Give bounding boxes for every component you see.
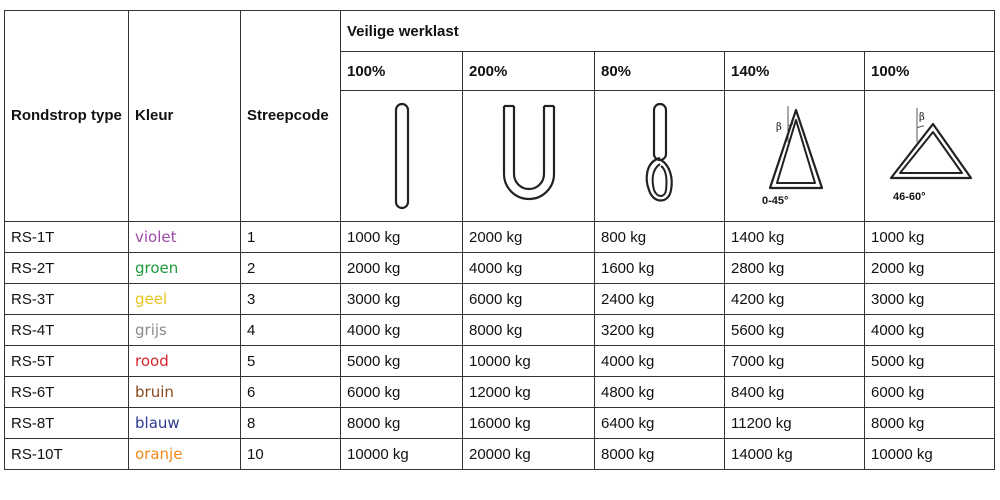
load-cell: 8000 kg <box>463 315 595 346</box>
load-cell: 8400 kg <box>725 377 865 408</box>
load-cell: 4000 kg <box>595 346 725 377</box>
load-cell: 5000 kg <box>341 346 463 377</box>
load-cell: 2400 kg <box>595 284 725 315</box>
color-header: Kleur <box>129 11 241 222</box>
load-cell: 800 kg <box>595 222 725 253</box>
barcode-cell: 6 <box>241 377 341 408</box>
load-cell: 4200 kg <box>725 284 865 315</box>
load-cell: 2000 kg <box>341 253 463 284</box>
barcode-cell: 10 <box>241 439 341 470</box>
table-row <box>5 377 995 408</box>
color-cell: violet <box>129 222 241 253</box>
load-cell: 11200 kg <box>725 408 865 439</box>
load-cell: 1000 kg <box>341 222 463 253</box>
barcode-cell: 8 <box>241 408 341 439</box>
load-cell: 7000 kg <box>725 346 865 377</box>
u-basket-sling-icon <box>494 100 564 212</box>
table-row <box>5 346 995 377</box>
basket-angle-0-45-icon <box>740 100 850 212</box>
load-cell: 14000 kg <box>725 439 865 470</box>
color-cell: blauw <box>129 408 241 439</box>
load-cell: 1400 kg <box>725 222 865 253</box>
type-cell: RS-5T <box>5 346 129 377</box>
load-cell: 8000 kg <box>341 408 463 439</box>
choke-hitch-sling-icon <box>635 100 685 212</box>
u-basket-sling-cell <box>463 91 595 222</box>
barcode-cell: 3 <box>241 284 341 315</box>
load-cell: 5000 kg <box>865 346 995 377</box>
basket-angle-46-60-cell <box>865 91 995 222</box>
safe-working-load-table <box>4 10 995 470</box>
percent-header: 100% <box>865 52 995 91</box>
load-cell: 3200 kg <box>595 315 725 346</box>
table-row <box>5 222 995 253</box>
load-cell: 3000 kg <box>865 284 995 315</box>
load-cell: 10000 kg <box>463 346 595 377</box>
percent-header: 100% <box>341 52 463 91</box>
basket-angle-0-45-cell <box>725 91 865 222</box>
color-cell: oranje <box>129 439 241 470</box>
angle-label: 46-60° <box>892 191 926 203</box>
data-rows <box>5 222 995 470</box>
straight-sling-cell <box>341 91 463 222</box>
barcode-cell: 5 <box>241 346 341 377</box>
load-cell: 2000 kg <box>463 222 595 253</box>
percent-header: 200% <box>463 52 595 91</box>
table-row <box>5 408 995 439</box>
type-cell: RS-2T <box>5 253 129 284</box>
load-cell: 6000 kg <box>341 377 463 408</box>
table-row <box>5 315 995 346</box>
load-cell: 6400 kg <box>595 408 725 439</box>
load-cell: 6000 kg <box>463 284 595 315</box>
load-cell: 20000 kg <box>463 439 595 470</box>
wll-header: Veilige werklast <box>341 11 995 52</box>
load-cell: 12000 kg <box>463 377 595 408</box>
load-cell: 4000 kg <box>865 315 995 346</box>
load-cell: 16000 kg <box>463 408 595 439</box>
load-cell: 4000 kg <box>341 315 463 346</box>
color-cell: rood <box>129 346 241 377</box>
table-row <box>5 439 995 470</box>
load-cell: 8000 kg <box>865 408 995 439</box>
type-cell: RS-4T <box>5 315 129 346</box>
barcode-cell: 4 <box>241 315 341 346</box>
color-cell: groen <box>129 253 241 284</box>
header-row <box>5 11 995 52</box>
beta-label: β <box>918 112 925 123</box>
straight-sling-icon <box>382 100 422 212</box>
type-header: Rondstrop type <box>5 11 129 222</box>
angle-label: 0-45° <box>761 195 788 207</box>
basket-angle-46-60-icon <box>875 100 985 212</box>
load-cell: 2000 kg <box>865 253 995 284</box>
color-cell: geel <box>129 284 241 315</box>
load-cell: 3000 kg <box>341 284 463 315</box>
percent-header: 80% <box>595 52 725 91</box>
type-cell: RS-10T <box>5 439 129 470</box>
barcode-cell: 2 <box>241 253 341 284</box>
load-cell: 1600 kg <box>595 253 725 284</box>
beta-label: β <box>775 122 782 133</box>
percent-header: 140% <box>725 52 865 91</box>
load-cell: 4800 kg <box>595 377 725 408</box>
load-cell: 10000 kg <box>865 439 995 470</box>
color-cell: bruin <box>129 377 241 408</box>
load-cell: 6000 kg <box>865 377 995 408</box>
load-cell: 8000 kg <box>595 439 725 470</box>
load-cell: 10000 kg <box>341 439 463 470</box>
load-cell: 5600 kg <box>725 315 865 346</box>
barcode-header: Streepcode <box>241 11 341 222</box>
color-cell: grijs <box>129 315 241 346</box>
type-cell: RS-8T <box>5 408 129 439</box>
load-cell: 1000 kg <box>865 222 995 253</box>
type-cell: RS-3T <box>5 284 129 315</box>
barcode-cell: 1 <box>241 222 341 253</box>
load-cell: 2800 kg <box>725 253 865 284</box>
type-cell: RS-6T <box>5 377 129 408</box>
table-row <box>5 253 995 284</box>
table-row <box>5 284 995 315</box>
type-cell: RS-1T <box>5 222 129 253</box>
choke-hitch-sling-cell <box>595 91 725 222</box>
load-cell: 4000 kg <box>463 253 595 284</box>
